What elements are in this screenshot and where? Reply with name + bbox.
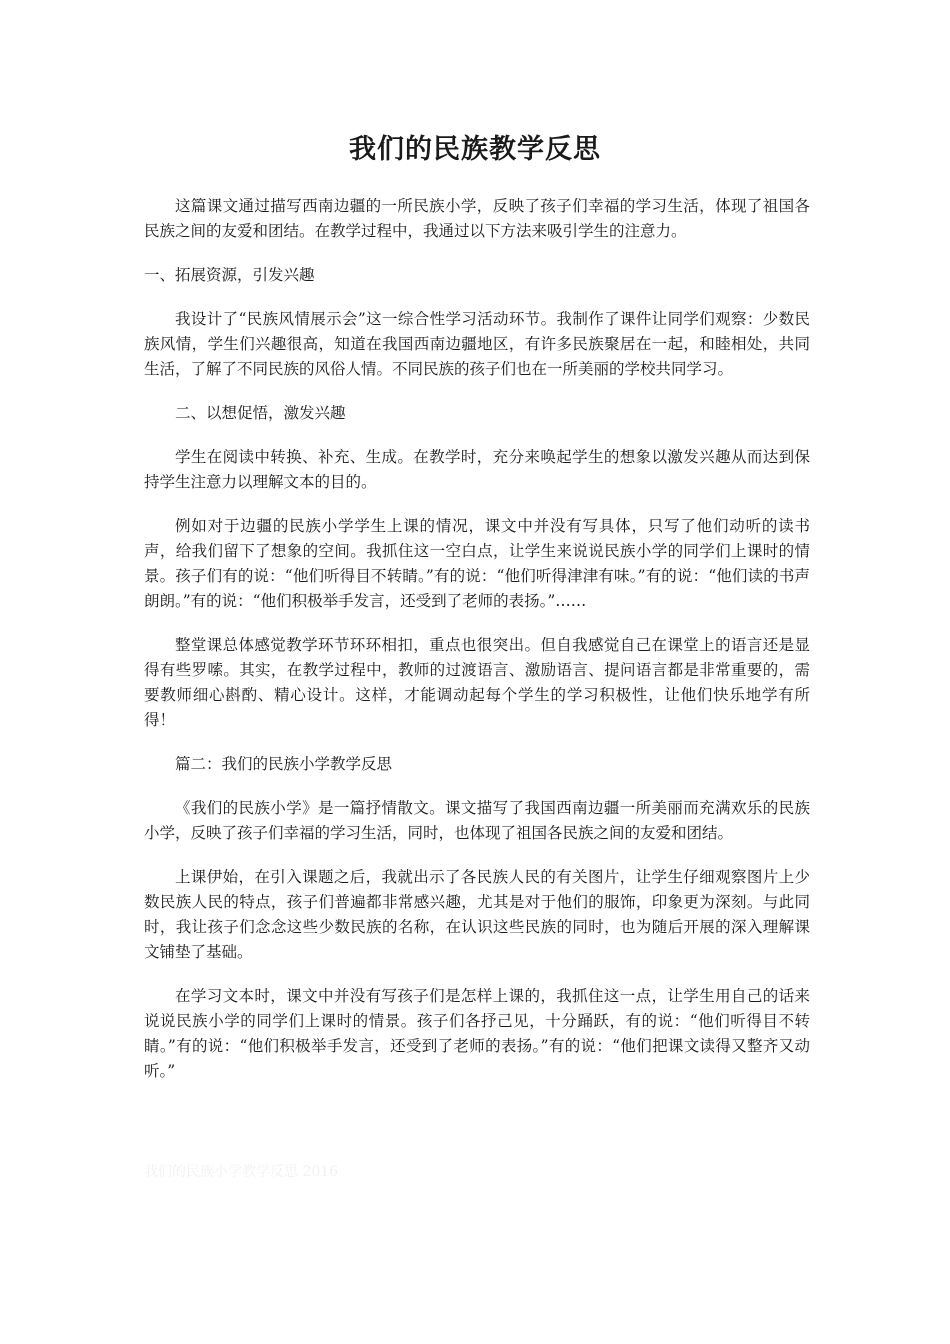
document-title: 我们的民族教学反思 <box>349 134 601 165</box>
paragraph-part2-learning: 在学习文本时，课文中并没有写孩子们是怎样上课的，我抓住这一点，让学生用自己的话来说说民族小学的同学们上课时的情景。孩子们各抒己见，十分踊跃，有的说：“他们听得目不转睛。”有的说：“他们积极举手发言，还受到了老师的表扬。”有的说：“他们把课文读得又整齐又动听。” <box>144 987 810 1080</box>
faint-footer-text: 我们的民族小学教学反思 2016 <box>144 1164 339 1180</box>
paragraph-design: 我设计了“民族风情展示会”这一综合性学习活动环节。我制作了课件让同学们观察：少数民族风情，学生们兴趣很高，知道在我国西南边疆地区，有许多民族聚居在一起，和睦相处，共同生活，了解了不同民族的风俗人情。不同民族的孩子们也在一所美丽的学校共同学习。 <box>144 310 810 378</box>
paragraph-part2-intro: 《我们的民族小学》是一篇抒情散文。课文描写了我国西南边疆一所美丽而充满欢乐的民族小学，反映了孩子们幸福的学习生活，同时，也体现了祖国各民族之间的友爱和团结。 <box>144 799 810 842</box>
paragraph-intro: 这篇课文通过描写西南边疆的一所民族小学，反映了孩子们幸福的学习生活，体现了祖国各民族之间的友爱和团结。在教学过程中，我通过以下方法来吸引学生的注意力。 <box>144 197 810 240</box>
section-heading-2: 二、以想促悟，激发兴趣 <box>175 404 346 422</box>
paragraph-example: 例如对于边疆的民族小学学生上课的情况，课文中并没有写具体，只写了他们动听的读书声，给我们留下了想象的空间。我抓住这一空白点，让学生来说说民族小学的同学们上课时的情景。孩子们有的说：“他们听得目不转睛。”有的说：“他们听得津津有味。”有的说：“他们读的书声朗朗。”有的说：“他们积极举手发言，还受到了老师的表扬。”…… <box>144 517 810 610</box>
section-heading-part2: 篇二：我们的民族小学教学反思 <box>175 755 393 773</box>
paragraph-summary: 整堂课总体感觉教学环节环环相扣，重点也很突出。但自我感觉自己在课堂上的语言还是显得有些罗嗦。其实，在教学过程中，教师的过渡语言、激励语言、提问语言都是非常重要的，需要教师细心斟酌、精心设计。这样，才能调动起每个学生的学习积极性，让他们快乐地学有所得！ <box>144 636 810 729</box>
paragraph-reading: 学生在阅读中转换、补充、生成。在教学时，充分来唤起学生的想象以激发兴趣从而达到保持学生注意力以理解文本的目的。 <box>144 448 810 491</box>
section-heading-1: 一、拓展资源，引发兴趣 <box>144 266 315 284</box>
paragraph-part2-start: 上课伊始，在引入课题之后，我就出示了各民族人民的有关图片，让学生仔细观察图片上少数民族人民的特点，孩子们普遍都非常感兴趣，尤其是对于他们的服饰，印象更为深刻。与此同时，我让孩子们念念这些少数民族的名称，在认识这些民族的同时，也为随后开展的深入理解课文铺垫了基础。 <box>144 868 810 961</box>
document-body <box>144 194 810 1103</box>
